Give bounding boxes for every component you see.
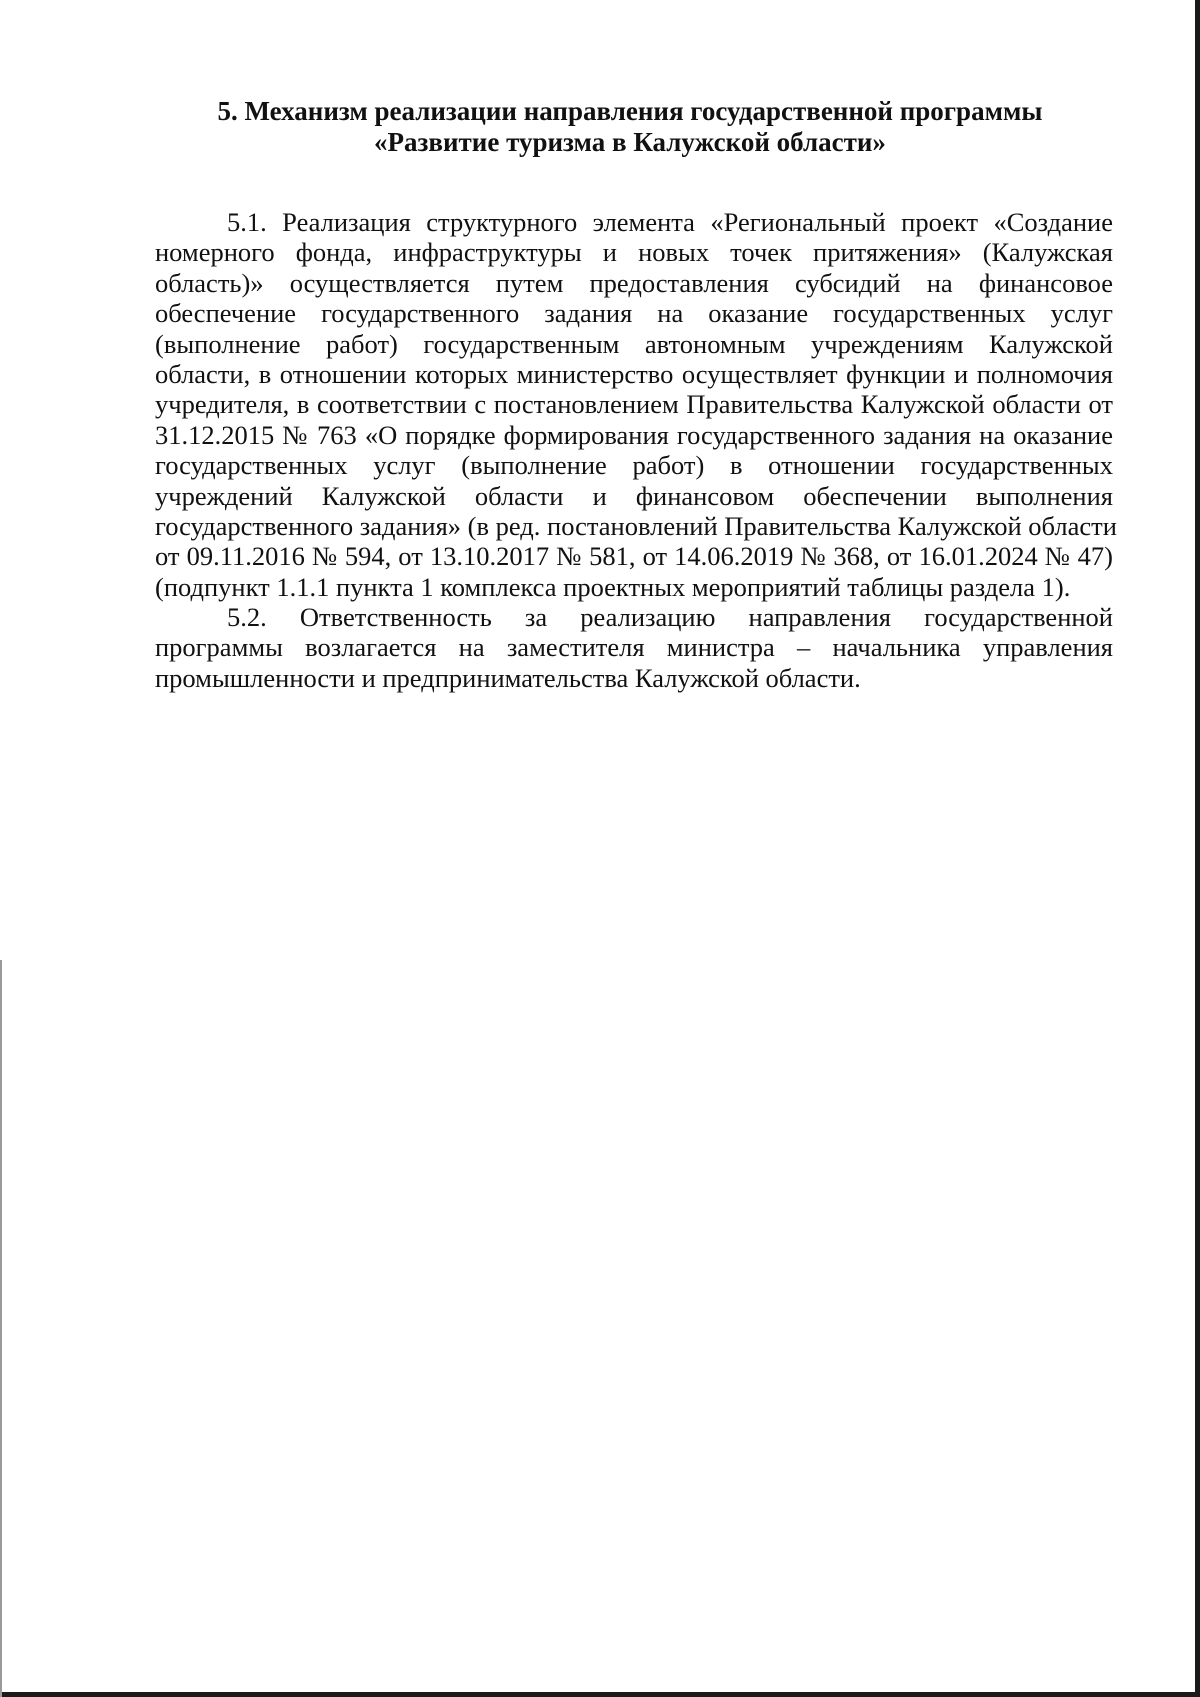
paragraph-5-2-line: 5.2. Ответственность за реализацию направления государственной (227, 602, 1113, 633)
paragraph-5-1-line: 31.12.2015 № 763 «О порядке формирования государственного задания на оказание (155, 419, 1113, 450)
paragraph-5-1-line: область)» осуществляется путем предоставления субсидий на финансовое (155, 267, 1113, 298)
section-heading-line-1: 5. Механизм реализации направления государственной программы (217, 96, 1043, 126)
section-body (155, 207, 1117, 693)
paragraph-5-1-line: (подпункт 1.1.1 пункта 1 комплекса проектных мероприятий таблицы раздела 1). (155, 571, 1071, 602)
paragraph-5-1-line: от 09.11.2016 № 594, от 13.10.2017 № 581, от 14.06.2019 № 368, от 16.01.2024 № 47) (155, 541, 1113, 572)
paragraph-5-1-line: области, в отношении которых министерство осуществляет функции и полномочия (155, 358, 1113, 389)
paragraph-5-1-line: (выполнение работ) государственным автономным учреждениям Калужской (155, 328, 1113, 359)
paragraph-5-2-line: программы возлагается на заместителя министра – начальника управления (155, 632, 1113, 663)
paragraph-5-1-line: учреждений Калужской области и финансовом обеспечении выполнения (155, 480, 1113, 511)
paragraph-5-1-line: государственных услуг (выполнение работ) в отношении государственных (155, 450, 1113, 481)
section-heading (150, 96, 1110, 158)
paragraph-5-1-line: государственного задания» (в ред. постановлений Правительства Калужской области (155, 510, 1117, 541)
scan-edge-left (0, 960, 2, 1697)
section-heading-line-2: «Развитие туризма в Калужской области» (374, 127, 886, 157)
paragraph-5-2-line: промышленности и предпринимательства Калужской области. (155, 662, 861, 693)
paragraph-5-1-line: обеспечение государственного задания на оказание государственных услуг (155, 298, 1113, 329)
paragraph-5-1-line: номерного фонда, инфраструктуры и новых точек притяжения» (Калужская (155, 237, 1113, 268)
paragraph-5-1-line: 5.1. Реализация структурного элемента «Региональный проект «Создание (227, 207, 1113, 237)
scan-edge-bottom (0, 1692, 1200, 1697)
paragraph-5-1-line: учредителя, в соответствии с постановлением Правительства Калужской области от (155, 389, 1113, 420)
scan-edge-right (1195, 0, 1200, 1697)
